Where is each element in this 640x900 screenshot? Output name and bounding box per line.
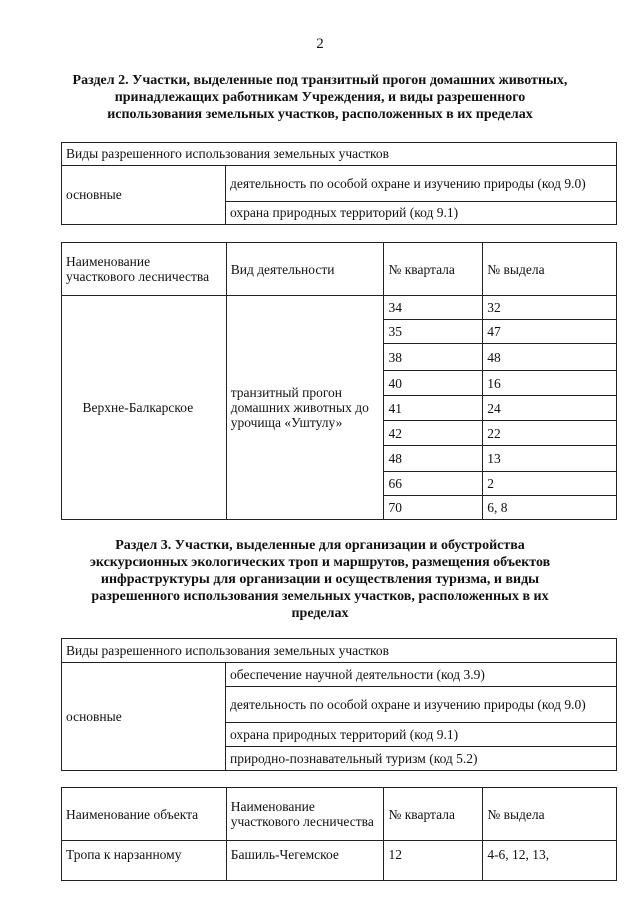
uses-table-header: Виды разрешенного использования земельных участков xyxy=(62,639,617,663)
kvartal-cell: 48 xyxy=(384,446,483,472)
col-header-kvartal: № квартала xyxy=(384,243,483,296)
forestry-name: Башиль-Чегемское xyxy=(226,841,384,881)
kvartal-cell: 66 xyxy=(384,472,483,496)
use-item: деятельность по особой охране и изучению природы (код 9.0) xyxy=(226,687,617,723)
section-3-uses-table xyxy=(61,638,617,771)
kvartal-cell: 12 xyxy=(384,841,483,881)
col-header-activity: Вид деятельности xyxy=(226,243,384,296)
use-item: деятельность по особой охране и изучению природы (код 9.0) xyxy=(226,166,617,202)
uses-category: основные xyxy=(62,663,226,771)
vydel-cell: 22 xyxy=(483,421,617,446)
forestry-name: Верхне-Балкарское xyxy=(62,296,227,520)
col-header-forestry: Наименование участкового лесничества xyxy=(62,243,227,296)
kvartal-cell: 38 xyxy=(384,344,483,371)
vydel-cell: 47 xyxy=(483,320,617,344)
section-3-title: Раздел 3. Участки, выделенные для организации и обустройства экскурсионных экологических троп и маршрутов, размещения объектов инфраструктуры для организации и осуществления туризма, и виды разрешенного использования земельных участков, расположенных в их пределах xyxy=(89,538,551,621)
col-header-vydel: № выдела xyxy=(483,243,617,296)
object-name: Тропа к нарзанному xyxy=(62,841,227,881)
section-2-title: Раздел 2. Участки, выделенные под транзитный прогон домашних животных, принадлежащих работникам Учреждения, и виды разрешенного использования земельных участков, расположенных в их пределах xyxy=(72,73,568,122)
vydel-cell: 32 xyxy=(483,296,617,320)
kvartal-cell: 34 xyxy=(384,296,483,320)
vydel-cell: 13 xyxy=(483,446,617,472)
section-3-objects-table xyxy=(61,787,617,881)
vydel-cell: 48 xyxy=(483,344,617,371)
vydel-cell: 2 xyxy=(483,472,617,496)
page-number: 2 xyxy=(316,36,324,52)
col-header-forestry: Наименование участкового лесничества xyxy=(226,788,384,841)
vydel-cell: 24 xyxy=(483,396,617,421)
vydel-cell: 4-6, 12, 13, xyxy=(483,841,617,881)
vydel-cell: 6, 8 xyxy=(483,496,617,520)
uses-table-header: Виды разрешенного использования земельных участков xyxy=(62,143,617,166)
col-header-object: Наименование объекта xyxy=(62,788,227,841)
section-2-plots-table xyxy=(61,242,617,520)
activity-type: транзитный прогон домашних животных до урочища «Уштулу» xyxy=(226,296,384,520)
use-item: охрана природных территорий (код 9.1) xyxy=(226,202,617,225)
use-item: охрана природных территорий (код 9.1) xyxy=(226,723,617,747)
section-2-uses-table xyxy=(61,142,617,225)
col-header-vydel: № выдела xyxy=(483,788,617,841)
col-header-kvartal: № квартала xyxy=(384,788,483,841)
kvartal-cell: 70 xyxy=(384,496,483,520)
kvartal-cell: 40 xyxy=(384,371,483,396)
vydel-cell: 16 xyxy=(483,371,617,396)
kvartal-cell: 41 xyxy=(384,396,483,421)
use-item: природно-познавательный туризм (код 5.2) xyxy=(226,747,617,771)
uses-category: основные xyxy=(62,166,226,225)
kvartal-cell: 42 xyxy=(384,421,483,446)
use-item: обеспечение научной деятельности (код 3.9) xyxy=(226,663,617,687)
kvartal-cell: 35 xyxy=(384,320,483,344)
